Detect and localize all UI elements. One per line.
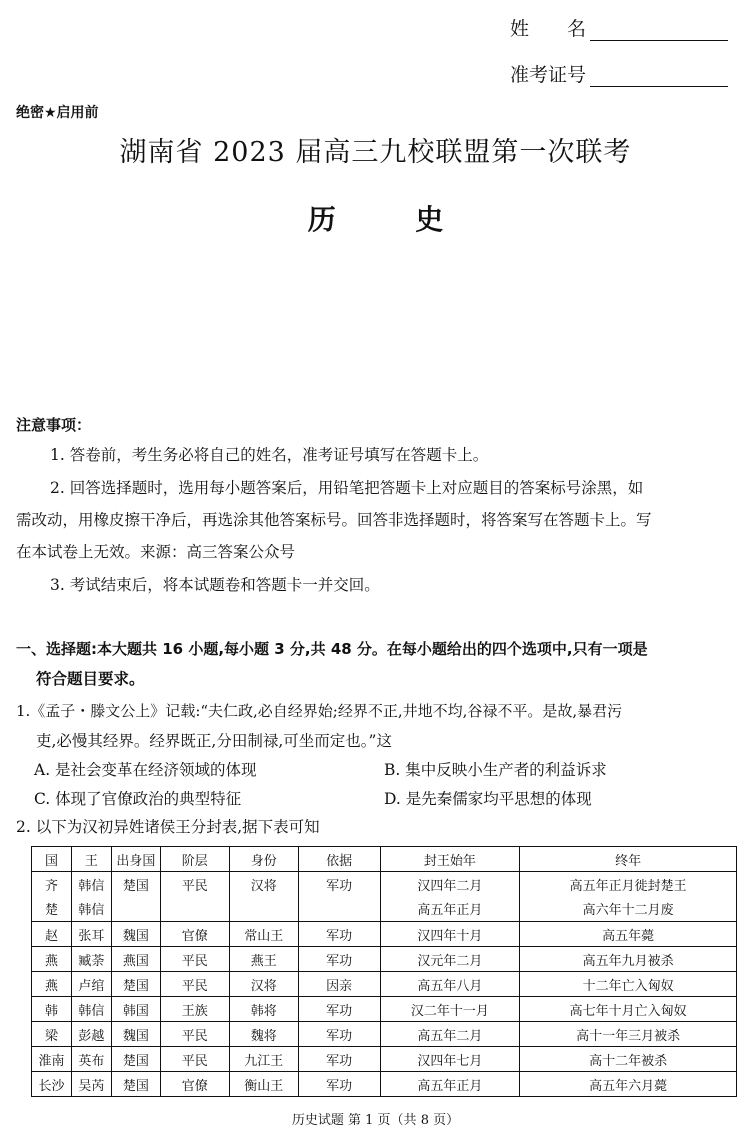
subject-title [0,198,751,238]
table-cell: 韩信 [71,872,111,897]
table-cell: 王族 [160,997,229,1022]
exam-title: 湖南省 2023 届高三九校联盟第一次联考 [119,137,632,168]
name-field[interactable] [510,14,728,41]
q1-option-a[interactable]: A. 是社会变革在经济领域的体现 [34,761,257,779]
id-field[interactable] [510,60,728,87]
table-row [32,947,737,972]
table-cell: 魏国 [111,922,160,947]
page-footer: 历史试题 第 1 页（共 8 页） [291,1113,460,1128]
table-cell: 高十二年被杀 [520,1047,737,1072]
table-cell: 淮南 [32,1047,72,1072]
table-cell: 楚国 [111,872,160,897]
table-header-cell: 出身国 [111,847,160,872]
table-cell [160,897,229,922]
table-cell: 军功 [298,947,380,972]
table-cell: 官僚 [160,1072,229,1097]
table-cell: 高五年八月 [380,972,520,997]
q1-option-b[interactable]: B. 集中反映小生产者的利益诉求 [384,761,607,779]
section-1-heading: 一、选择题:本大题共 16 小题,每小题 3 分,共 48 分。在每小题给出的四个选项中,只有一项是 [16,640,648,658]
table-cell: 英布 [71,1047,111,1072]
table-cell: 燕国 [111,947,160,972]
table-cell: 吴芮 [71,1072,111,1097]
table-cell: 燕王 [229,947,298,972]
table-cell: 汉将 [229,872,298,897]
id-blank-line[interactable] [590,65,728,87]
table-cell: 军功 [298,1022,380,1047]
table-cell: 卢绾 [71,972,111,997]
notice-heading: 注意事项： [16,416,92,434]
table-cell: 彭越 [71,1022,111,1047]
table-header-cell: 终年 [520,847,737,872]
table-cell: 常山王 [229,922,298,947]
table-cell: 十二年亡入匈奴 [520,972,737,997]
table-cell: 平民 [160,872,229,897]
q1-stem-line-1: 1.《孟子・滕文公上》记载:“夫仁政,必自经界始;经界不正,井地不均,谷禄不平。是故,暴君污 [16,702,623,720]
table-cell: 汉四年七月 [380,1047,520,1072]
table-cell: 高五年六月薨 [520,1072,737,1097]
table-cell: 汉二年十一月 [380,997,520,1022]
table-cell: 高五年九月被杀 [520,947,737,972]
table-cell: 平民 [160,947,229,972]
table-cell: 平民 [160,1022,229,1047]
table-header-cell: 国 [32,847,72,872]
table-cell: 臧荼 [71,947,111,972]
table-header-cell: 身份 [229,847,298,872]
table-row [32,1047,737,1072]
table-cell [298,897,380,922]
table-row [32,872,737,897]
table-cell: 军功 [298,872,380,897]
table-cell: 高五年正月徙封楚王 [520,872,737,897]
table-cell: 燕 [32,947,72,972]
table-cell: 楚国 [111,972,160,997]
q2-stem: 2. 以下为汉初异姓诸侯王分封表,据下表可知 [16,818,320,836]
section-1-heading-cont: 符合题目要求。 [36,670,145,688]
table-cell: 长沙 [32,1072,72,1097]
table-header-cell: 阶层 [160,847,229,872]
table-header-row [32,847,737,872]
table-cell: 张耳 [71,922,111,947]
table-cell: 高五年薨 [520,922,737,947]
table-cell: 因亲 [298,972,380,997]
enfeoffment-table [31,846,737,1097]
table-cell: 军功 [298,997,380,1022]
table-row [32,997,737,1022]
table-cell: 衡山王 [229,1072,298,1097]
table-cell: 平民 [160,1047,229,1072]
table-cell: 军功 [298,922,380,947]
table-cell: 韩信 [71,897,111,922]
table-cell: 汉四年二月 [380,872,520,897]
table-cell: 燕 [32,972,72,997]
table-cell: 楚国 [111,1072,160,1097]
notice-item-2-line-2: 需改动，用橡皮擦干净后，再选涂其他答案标号。回答非选择题时，将答案写在答题卡上。写 [16,511,652,529]
table-header-cell: 封王始年 [380,847,520,872]
table-header-cell: 王 [71,847,111,872]
table-header-cell: 依据 [298,847,380,872]
table-cell: 九江王 [229,1047,298,1072]
notice-item-3: 3. 考试结束后，将本试题卷和答题卡一并交回。 [50,576,380,594]
table-cell: 汉将 [229,972,298,997]
table-cell: 高五年正月 [380,897,520,922]
secret-label: 绝密★启用前 [16,105,99,121]
table-cell: 汉四年十月 [380,922,520,947]
table-row [32,922,737,947]
notice-item-1: 1. 答卷前，考生务必将自己的姓名，准考证号填写在答题卡上。 [50,446,489,464]
q1-option-d[interactable]: D. 是先秦儒家均平思想的体现 [384,790,592,808]
table-cell: 韩 [32,997,72,1022]
table-cell: 高七年十月亡入匈奴 [520,997,737,1022]
notice-item-2-line-3: 在本试卷上无效。来源：高三答案公众号 [16,543,296,561]
table-row [32,1072,737,1097]
notice-item-2-line-1: 2. 回答选择题时，选用每小题答案后，用铅笔把答题卡上对应题目的答案标号涂黑，如 [50,479,644,497]
table-cell: 梁 [32,1022,72,1047]
id-label: 准考证号 [510,64,587,86]
table-cell [229,897,298,922]
table-cell: 韩国 [111,997,160,1022]
name-blank-line[interactable] [590,19,728,41]
q1-stem-line-2: 吏,必慢其经界。经界既正,分田制禄,可坐而定也。”这 [36,732,392,750]
table-cell: 汉元年二月 [380,947,520,972]
table-cell: 军功 [298,1072,380,1097]
table-cell: 魏国 [111,1022,160,1047]
table-cell: 军功 [298,1047,380,1072]
subject-char-2: 史 [415,203,444,236]
table-cell: 楚国 [111,1047,160,1072]
table-cell: 韩信 [71,997,111,1022]
table-cell: 高五年正月 [380,1072,520,1097]
table-cell [111,897,160,922]
table-cell: 魏将 [229,1022,298,1047]
name-label: 姓 名 [510,18,587,40]
table-row [32,1022,737,1047]
table-cell: 官僚 [160,922,229,947]
table-cell: 高十一年三月被杀 [520,1022,737,1047]
table-cell: 赵 [32,922,72,947]
table-cell: 平民 [160,972,229,997]
table-row [32,897,737,922]
table-cell: 高六年十二月废 [520,897,737,922]
table-cell: 楚 [32,897,72,922]
table-row [32,972,737,997]
subject-char-1: 历 [307,203,336,236]
table-cell: 高五年二月 [380,1022,520,1047]
q1-option-c[interactable]: C. 体现了官僚政治的典型特征 [34,790,242,808]
table-cell: 韩将 [229,997,298,1022]
table-cell: 齐 [32,872,72,897]
